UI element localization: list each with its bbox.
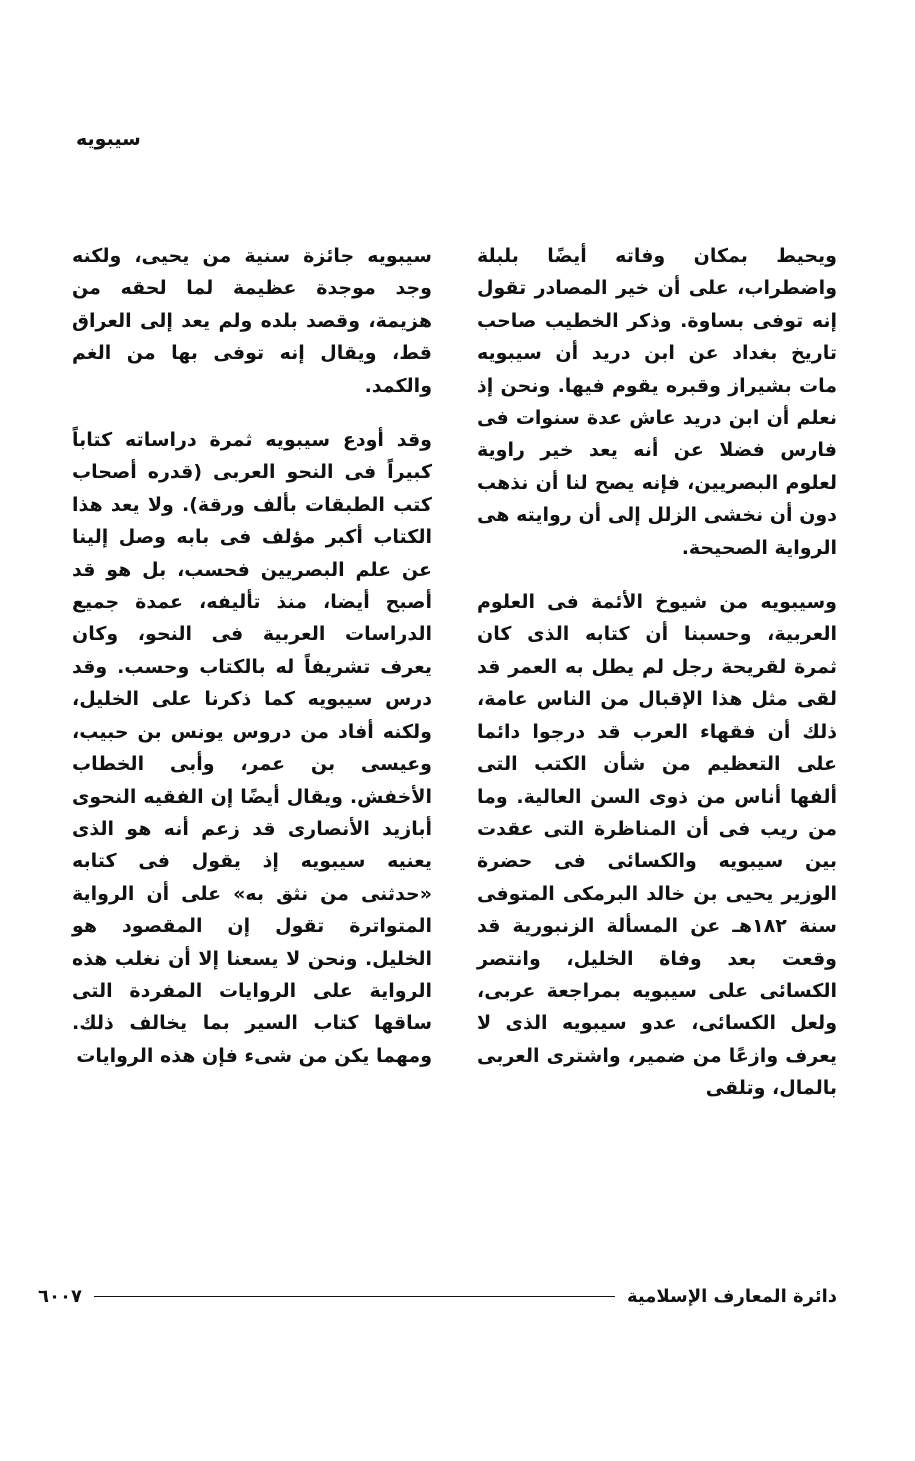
text-column-left [72,240,432,1094]
paragraph: وقد أودع سيبويه ثمرة دراساته كتاباً كبيراً فى النحو العربى (قدره أصحاب كتب الطبقات بألف ورقة). ولا يعد هذا الكتاب أكبر مؤلف فى بابه وصل إلينا عن علم البصريين فحسب، بل هو قد أصبح أيضا، منذ تأليفه، عمدة جميع الدراسات العربية فى النحو، وكان يعرف تشريفاً له بالكتاب وحسب. وقد درس سيبويه كما ذكرنا على الخليل، ولكنه أفاد من دروس يونس بن حبيب، وعيسى بن عمر، وأبى الخطاب الأخفش. ويقال أيضًا إن الفقيه النحوى أبازيد الأنصارى قد زعم أنه هو الذى يعنيه سيبويه إذ يقول فى كتابه «حدثنى من نثق به» على أن الرواية المتواترة تقول إن المقصود هو الخليل. ونحن لا يسعنا إلا أن نغلب هذه الرواية على الروايات المفردة التى ساقها كتاب السير بما يخالف ذلك. ومهما يكن من شىء فإن هذه الروايات [72,429,432,1067]
page-header-title: سيبويه [76,128,141,150]
footer-encyclopedia-title: دائرة المعارف الإسلامية [626,1286,837,1307]
text-column-right [477,240,837,1127]
paragraph: سيبويه جائزة سنية من يحيى، ولكنه وجد موجدة عظيمة لما لحقه من هزيمة، وقصد بلده ولم يعد إلى العراق قط، ويقال إنه توفى بها من الغم والكمد. [72,245,432,397]
paragraph: ويحيط بمكان وفاته أيضًا بلبلة واضطراب، على أن خير المصادر تقول إنه توفى بساوة. وذكر الخطيب صاحب تاريخ بغداد عن ابن دريد أن سيبويه مات بشيراز وقبره يقوم فيها. ونحن إذ نعلم أن ابن دريد عاش عدة سنوات فى فارس فضلا عن أنه يعد خير راوية لعلوم البصريين، فإنه يصح لنا أن نذهب دون أن نخشى الزلل إلى أن روايته هى الرواية الصحيحة. [477,245,837,559]
footer-divider [94,1296,615,1297]
page-footer [38,1286,837,1307]
page-number: ٦٠٠٧ [38,1286,82,1307]
paragraph: وسيبويه من شيوخ الأئمة فى العلوم العربية، وحسبنا أن كتابه الذى كان ثمرة لقريحة رجل لم يطل به العمر قد لقى مثل هذا الإقبال من الناس عامة، ذلك أن فقهاء العرب قد درجوا دائما على التعظيم من شأن الكتب التى ألفها أناس من ذوى السن العالية. وما من ريب فى أن المناظرة التى عقدت بين سيبويه والكسائى فى حضرة الوزير يحيى بن خالد البرمكى المتوفى سنة ١٨٢هـ عن المسألة الزنبورية قد وقعت بعد وفاة الخليل، وانتصر الكسائى على سيبويه بمراجعة عربى، ولعل الكسائى، عدو سيبويه الذى لا يعرف وازعًا من ضمير، واشترى العربى بالمال، وتلقى [477,591,837,1100]
